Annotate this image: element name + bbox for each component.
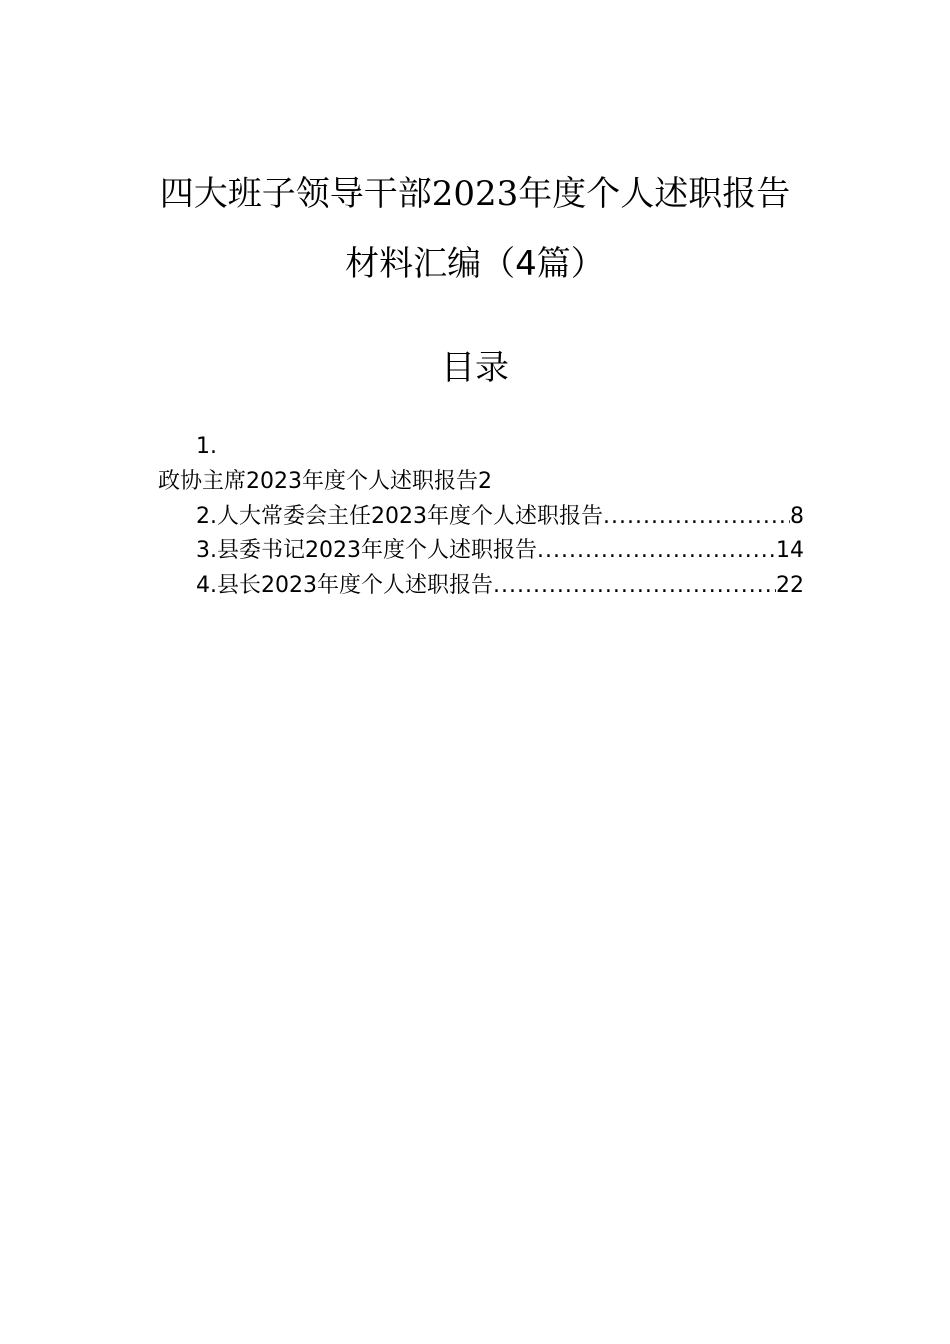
toc-page-number: 8 [790, 504, 804, 529]
toc-entry-3[interactable] [196, 534, 804, 568]
toc-dot-leader [493, 569, 776, 603]
toc-heading: 目录 [441, 348, 509, 388]
toc-dot-leader [537, 534, 776, 568]
toc-page-number: 22 [776, 573, 804, 598]
toc-entry-title: 3.县委书记2023年度个人述职报告 [196, 538, 537, 563]
title-year: 2023 [431, 174, 519, 214]
toc-entry-1-text[interactable]: 政协主席2023年度个人述职报告2 [158, 469, 492, 494]
toc-entry-title: 2.人大常委会主任2023年度个人述职报告 [196, 504, 603, 529]
toc-entry-2[interactable] [196, 500, 804, 534]
toc-dot-leader [603, 500, 790, 534]
document-title-line-2: 材料汇编（4篇） [345, 244, 605, 284]
toc-entry-1-number[interactable]: 1. [196, 434, 217, 459]
title-text-a: 四大班子领导干部 [159, 174, 432, 214]
toc-entry-title: 4.县长2023年度个人述职报告 [196, 573, 493, 598]
document-title-line-1 [0, 166, 950, 215]
toc-entry-4[interactable] [196, 569, 804, 603]
toc-page-number: 14 [776, 538, 804, 563]
title-text-b: 年度个人述职报告 [518, 174, 791, 214]
